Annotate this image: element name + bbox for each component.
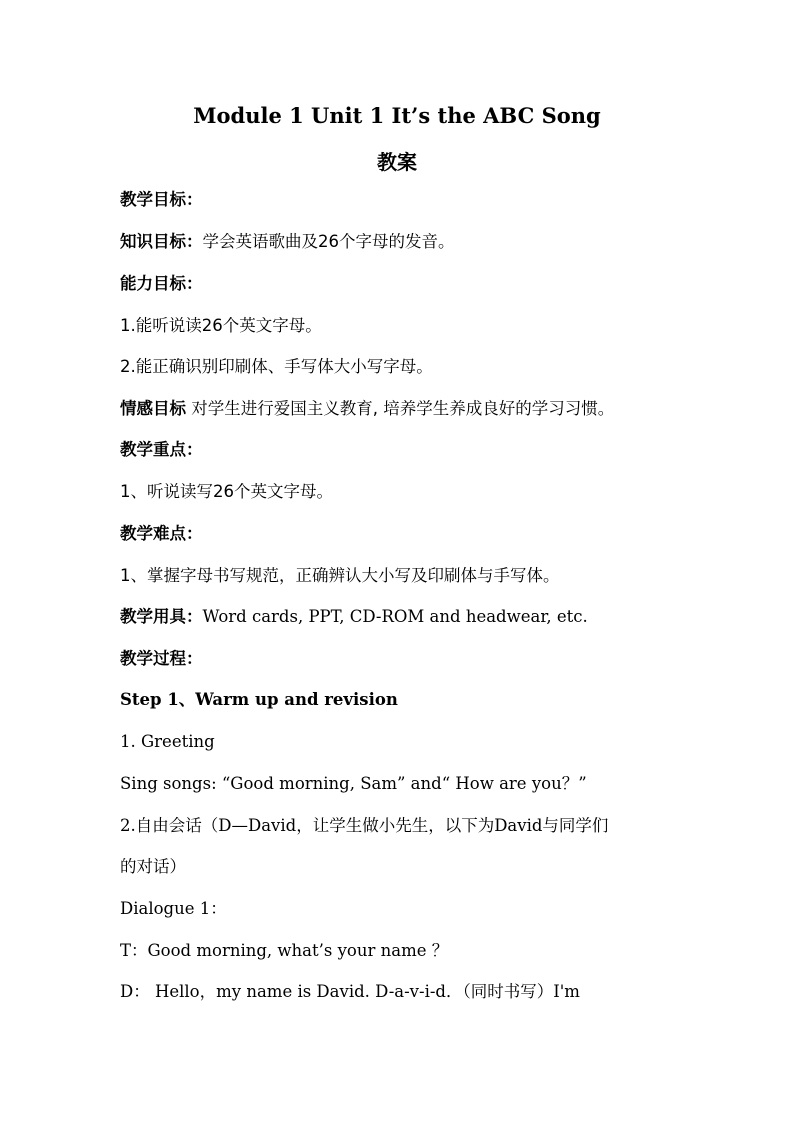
free-talk-line-1: 2.自由会话（D—David，让学生做小先生，以下为David与同学们 [120,816,609,835]
emotion-text: 对学生进行爱国主义教育, 培养学生养成良好的学习习惯。 [186,399,615,418]
greeting-item: 1. Greeting [120,732,215,751]
key-point-item-1: 1、听说读写26个英文字母。 [120,482,333,501]
dialogue-label: Dialogue 1： [120,899,227,918]
teaching-tools [120,606,720,628]
free-talk-line-2: 的对话） [120,857,186,876]
tools-text: Word cards, PPT, CD-ROM and headwear, etc. [202,607,588,626]
emotion-label: 情感目标 [120,399,186,418]
ability-item-2: 2.能正确识别印刷体、手写体大小写字母。 [120,357,433,376]
document-subtitle: 教案 [377,150,417,174]
knowledge-label: 知识目标： [120,232,203,251]
sing-songs-line: Sing songs: “Good morning, Sam” and“ How are you？” [120,774,587,793]
difficulty-heading: 教学难点： [120,524,203,543]
dialogue-david-line: D： Hello，my name is David. D-a-v-i-d．（同时书写）I'm [120,982,580,1001]
knowledge-objective [120,231,720,253]
key-points-heading: 教学重点： [120,440,203,459]
difficulty-item-1: 1、掌握字母书写规范，正确辨认大小写及印刷体与手写体。 [120,566,560,585]
tools-label: 教学用具： [120,607,203,626]
ability-item-1: 1.能听说读26个英文字母。 [120,316,322,335]
knowledge-text: 学会英语歌曲及26个字母的发音。 [202,232,455,251]
emotion-objective [120,398,720,420]
step1-heading: Step 1、Warm up and revision [120,690,398,709]
process-heading: 教学过程： [120,649,203,668]
document-title: Module 1 Unit 1 It’s the ABC Song [193,103,601,128]
ability-heading: 能力目标： [120,274,203,293]
dialogue-teacher-line: T：Good morning, what’s your name ？ [120,941,449,960]
objectives-heading: 教学目标： [120,190,203,209]
